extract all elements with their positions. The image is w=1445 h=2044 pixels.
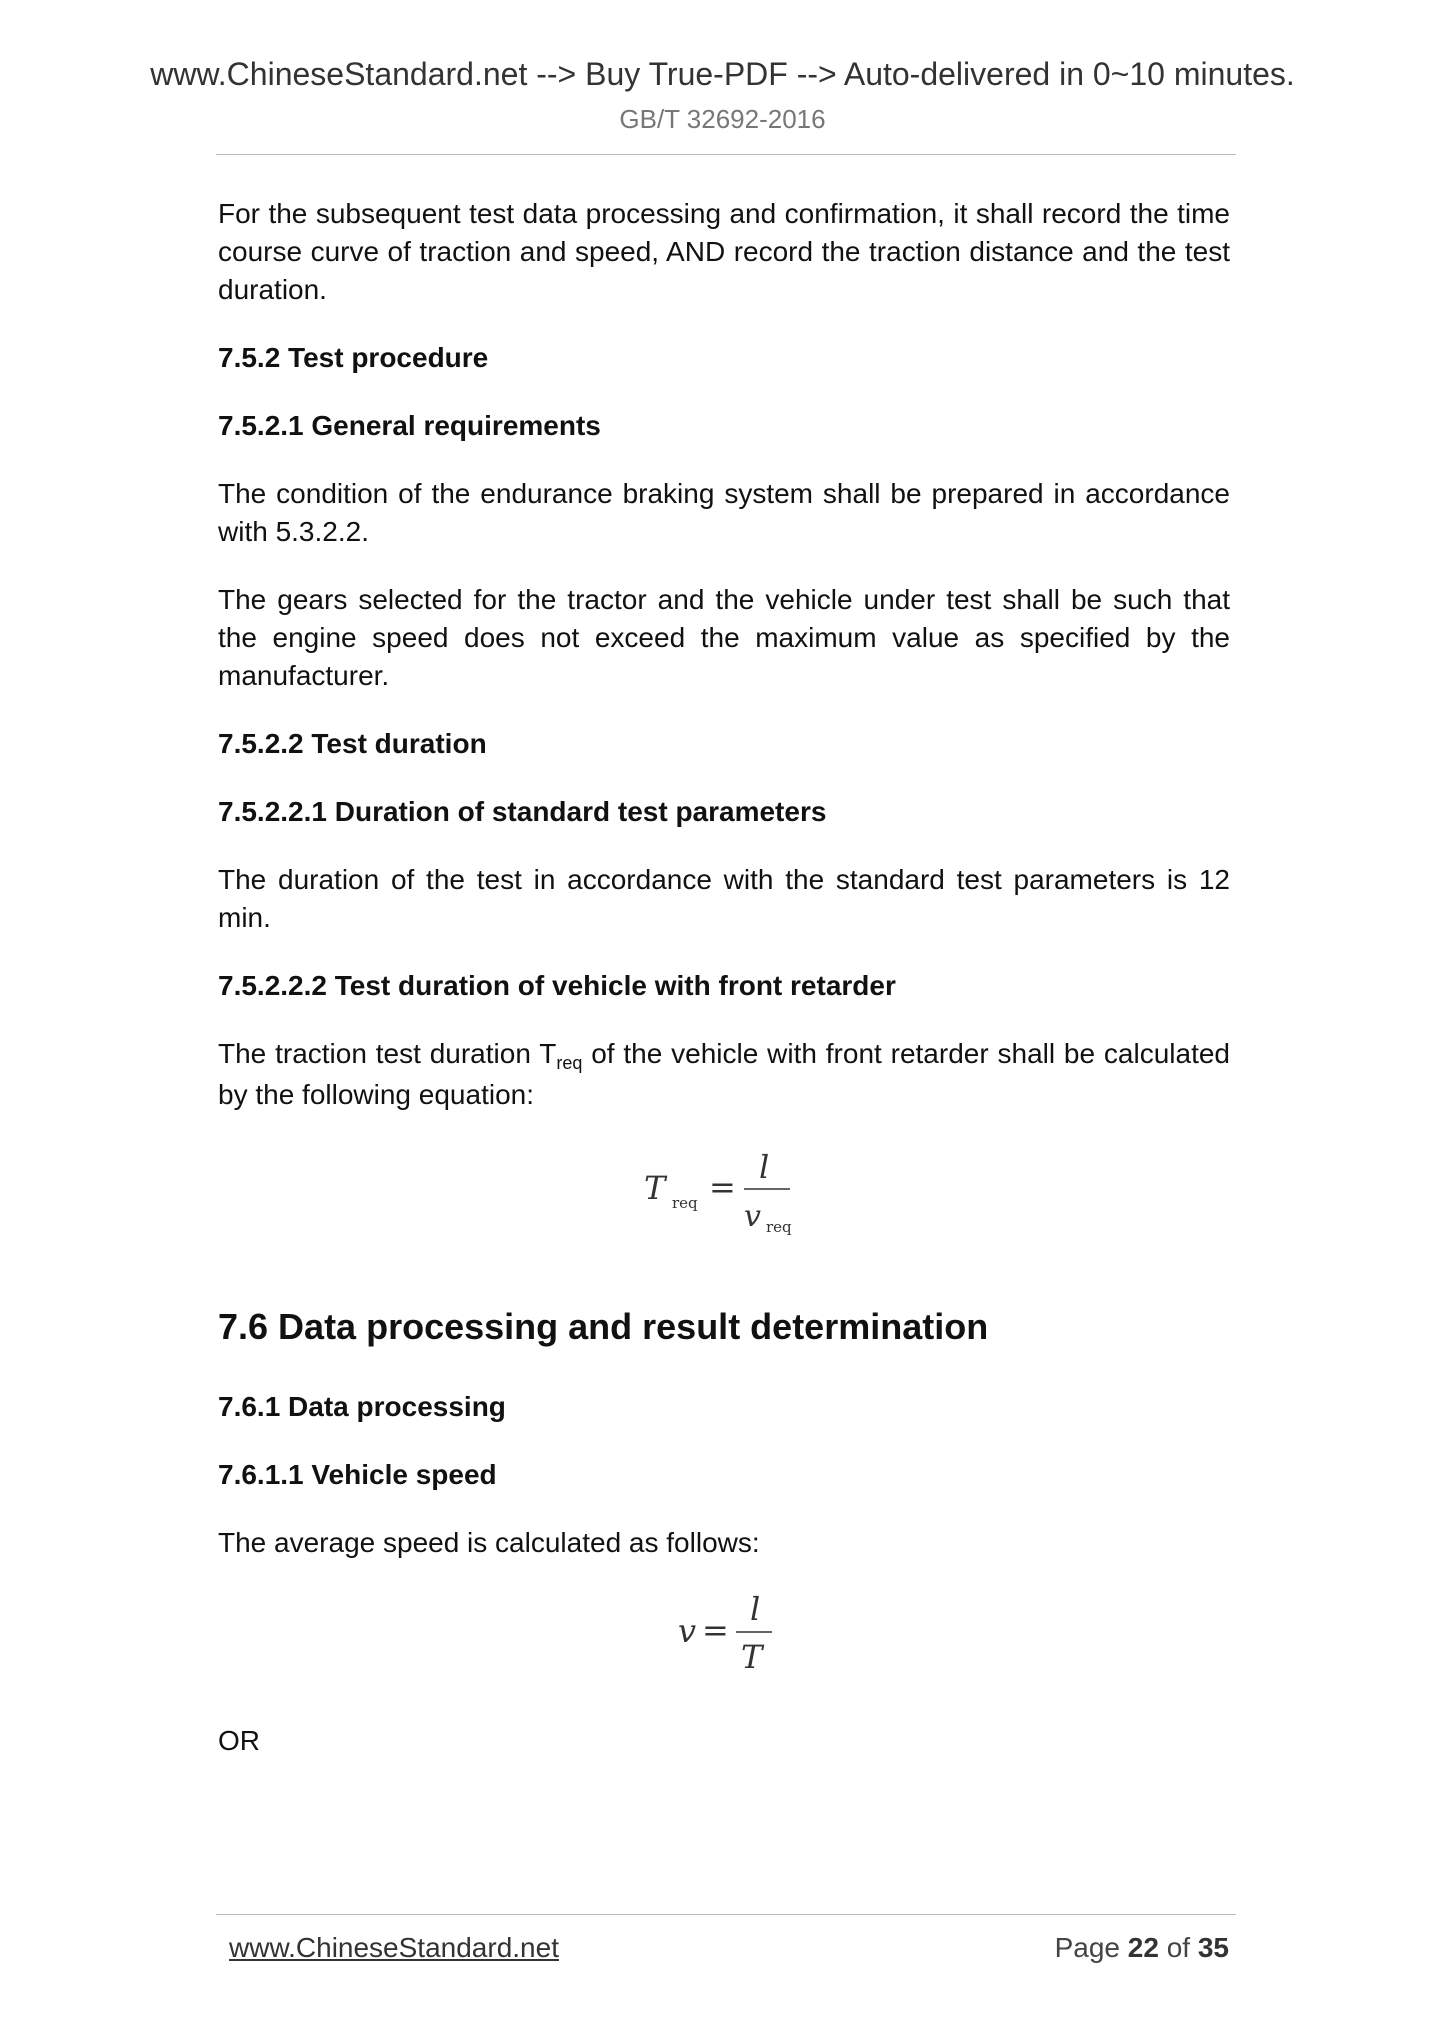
equation-v bbox=[218, 1592, 1230, 1688]
eq2-numerator: l bbox=[750, 1592, 761, 1628]
traction-text-after: of the vehicle with front retarder shall be calculated by the following equation: bbox=[218, 1038, 1230, 1110]
page-total: 35 bbox=[1197, 1932, 1229, 1963]
header-divider bbox=[216, 154, 1236, 155]
equation-v-svg bbox=[644, 1592, 804, 1688]
heading-7-6: 7.6 Data processing and result determination bbox=[218, 1306, 989, 1347]
page-current: 22 bbox=[1127, 1932, 1159, 1963]
page-of: of bbox=[1158, 1932, 1198, 1963]
heading-7-6-1: 7.6.1 Data processing bbox=[218, 1391, 506, 1422]
heading-7-5-2-1: 7.5.2.1 General requirements bbox=[218, 410, 601, 441]
page-number bbox=[1055, 1932, 1229, 1964]
heading-7-5-2-2: 7.5.2.2 Test duration bbox=[218, 728, 487, 759]
header-banner: www.ChineseStandard.net --> Buy True-PDF --> Auto-delivered in 0~10 minutes. bbox=[150, 56, 1295, 92]
paragraph-average-speed: The average speed is calculated as follows: bbox=[218, 1527, 760, 1558]
paragraph-traction bbox=[218, 1035, 1230, 1114]
eq1-denominator: v bbox=[744, 1199, 761, 1234]
heading-7-6-1-1: 7.6.1.1 Vehicle speed bbox=[218, 1459, 497, 1490]
eq2-lhs: v bbox=[678, 1612, 697, 1650]
paragraph-gears: The gears selected for the tractor and the vehicle under test shall be such that the engine speed does not exceed the maximum value as specified by the manufacturer. bbox=[218, 584, 1230, 691]
page-content bbox=[218, 195, 1230, 1790]
eq2-equals: = bbox=[702, 1611, 729, 1649]
heading-7-5-2-2-1: 7.5.2.2.1 Duration of standard test parameters bbox=[218, 796, 827, 827]
or-text: OR bbox=[218, 1725, 260, 1756]
footer-site-link[interactable]: www.ChineseStandard.net bbox=[229, 1932, 559, 1963]
equation-t-req bbox=[218, 1144, 1230, 1258]
heading-7-5-2-2-2: 7.5.2.2.2 Test duration of vehicle with front retarder bbox=[218, 970, 896, 1001]
traction-subscript: req bbox=[556, 1053, 583, 1073]
eq1-lhs: T bbox=[644, 1169, 666, 1207]
paragraph-duration: The duration of the test in accordance with the standard test parameters is 12 min. bbox=[218, 864, 1230, 933]
eq1-numerator: l bbox=[759, 1148, 770, 1186]
standard-code: GB/T 32692-2016 bbox=[619, 104, 826, 134]
intro-paragraph: For the subsequent test data processing and confirmation, it shall record the time course curve of traction and speed, AND record the traction distance and the test duration. bbox=[218, 198, 1230, 305]
eq1-lhs-sub: req bbox=[672, 1194, 698, 1212]
eq1-equals: = bbox=[709, 1168, 736, 1206]
paragraph-condition: The condition of the endurance braking system shall be prepared in accordance with 5.3.2.2. bbox=[218, 478, 1230, 547]
page-label: Page bbox=[1054, 1932, 1128, 1963]
eq1-den-sub: req bbox=[766, 1218, 792, 1236]
footer-divider bbox=[216, 1914, 1236, 1915]
traction-text-before: The traction test duration T bbox=[218, 1038, 557, 1069]
eq2-denominator: T bbox=[741, 1638, 763, 1676]
equation-t-req-svg bbox=[614, 1144, 834, 1254]
heading-7-5-2: 7.5.2 Test procedure bbox=[218, 342, 489, 373]
